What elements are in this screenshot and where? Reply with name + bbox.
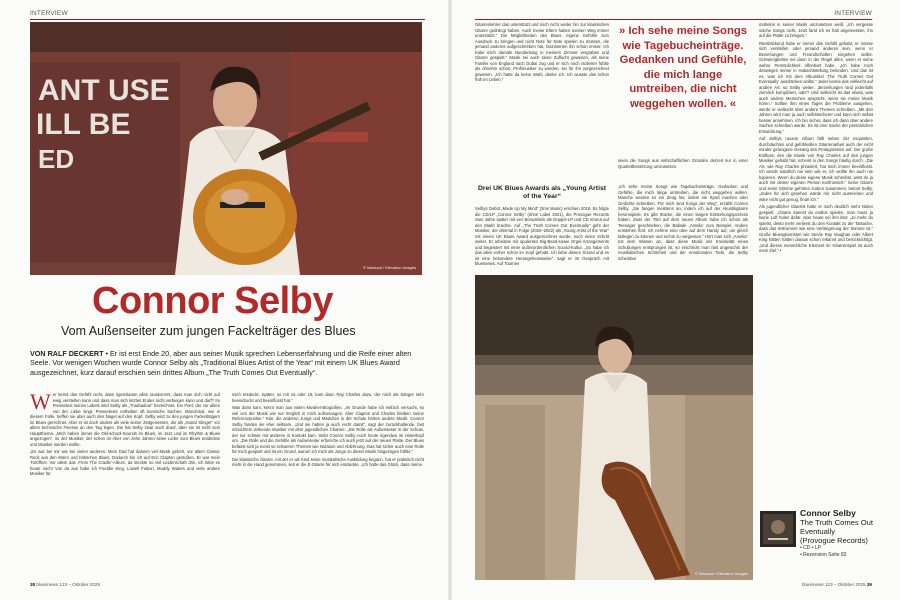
article-subtitle: Vom Außenseiter zum jungen Fackelträger des Blues — [61, 324, 356, 338]
guitarist-photo-illustration — [30, 22, 422, 275]
drop-cap: W — [30, 392, 51, 414]
text-column-1-bottom: Selbys Debüt „Made Up My Mind“ (3ms Music) erschien 2018. Es folgte die CD/LP „Connor Selby“ (ohne Label 2021), die Provogue Records zwei Jahre später mit vier Bonustiteln als Doppel-LP und CD erneut auf den Markt brachte. Auf „The Truth Comes Out Eventually“ geht der Musiker, der dreimal in Folge (2020–2022) als „Young Artist of the Year“ mit einem UK Blues Award ausgezeichnet wurde, noch einen Schritt weiter. Er arbeitete mit opulenten Big-Band-sowie Orgel-Arrangements und begeistert mit einer außerordentlichen Sound-Kultur. „So habe ich das alles vorher schon im Kopf gehabt. Ich liebe diesen Sound und es ist eine besondere Herangehensweise“, sagt er im Gespräch mit bluesnews. Auf Tournee — [475, 206, 609, 266]
section-subhead: Drei UK Blues Awards als „Young Artist of the Year“ — [477, 185, 607, 200]
article-title: Connor Selby — [92, 280, 334, 322]
byline: VON RALF DECKERT — [30, 349, 104, 358]
paragraph: mühelos in seiner Musik umzusetzen weiß. „Ich vergesse solche Songs nicht. Jetzt fand ich es halt angemessen, ihn auf die Platte zu bringen.“ — [759, 22, 873, 38]
page-number: 38 — [30, 582, 36, 587]
page-footer — [30, 582, 100, 587]
magazine-issue: bluesnews 123 – Oktober 2025 — [802, 582, 866, 587]
page-footer — [802, 582, 872, 587]
section-label: INTERVIEW — [30, 10, 68, 17]
text-column-1-top: Gitarrenlehrer das unterstützt und mich nicht weiter hin zur klassischen Gitarre gedrängt haben. Auch meine Eltern haben meinen Weg immer unterstützt.“ Die Möglichkeiten des Blues, eigene Gefühle zum Ausdruck zu bringen und nicht Note für Note spielen zu müssen, die jemand anderes aufgeschrieben hat, faszinierten ihn schon immer. Ich habe mich damals stundenlang in meinem Zimmer vergraben und Gitarre gespielt.“ Musik sei auch seine Zuflucht gewesen, als seine Familie von England nach Dubai zog und er sich noch isolierter fühlte als ohnehin schon. Profimusiker zu werden, sei für ihn vorgezeichnet gewesen. „Ich hatte da keine Wahl, denke ich. Ich wusste das schon früh im Leben.“ — [475, 22, 609, 82]
second-photo — [475, 275, 753, 580]
album-info — [800, 509, 876, 559]
album-artist: Connor Selby — [800, 508, 856, 518]
paragraph: „Es war bei mir wie bei vielen anderen. Mein Dad hat daheim viel Musik gehört, vor allem Classic Rock aus den 60ern und britischen Blues. Dadurch bin ich auf Eric Clapton gestoßen. Er war mein Türöffner. Vor allem das ‚From The Cradle‘-Album, da steckte so viel Leidenschaft drin, ich liebe es heute noch! Von da aus habe ich Freddie King, Lowell Fulson, Muddy Waters und viele andere Musiker für — [30, 449, 220, 476]
album-review-ref: • Rezension Seite 82 — [800, 552, 847, 558]
section-label: INTERVIEW — [834, 10, 872, 17]
paragraph: mich entdeckt. Später, so mit 15 oder 16, kam dann Ray Charles dazu, der mich als Sänger sehr beeindruckt und beeinflusst hat.“ — [232, 392, 424, 403]
album-title: The Truth Comes Out Eventually — [800, 518, 874, 536]
page-number: 39 — [866, 582, 872, 587]
paragraph: er kennt das Gefühl nicht, dass irgendwann alles rauskommt; dass man sich nicht auf ewig verstellen kann und dass man sich letztes Endes nicht verbiegen kann und darf? Im Pressetext seines Labels wird Selby als „Troubadour“ bezeichnet. Ein Poet, der vor allem von der Liebe singt. Pressetexte enthalten oft komische Sachen. Manchmal, wie in diesem Falle, treffen sie aber auch den Nagel auf den Kopf. Selby wird zu den jungen Fackelträgern im Blues gerechnet. Aber er ist doch anders als viele seiner Zeitgenossen, die als „Guitar Slinger“ vor allem technische Finesse an den Tag legen. Die hat Selby zwar auch drauf, aber sie ist nicht sein Hauptthema. „Mich haben immer die Old-school-Sounds im Blues, im Jazz und im Rhythm & Blues angezogen“, so der Musiker, der schon im Alter von zehn Jahren seine Liebe zum Blues entdeckte und Musiker werden wollte. — [30, 392, 220, 447]
text-column-2-top: seien die Songs aus wirtschaftlichen Gründen derzeit nur in einer Quartettbesetzung umzusetzen. — [618, 158, 748, 169]
photo-credit: © Maxsoul / Elevation Images — [363, 265, 416, 270]
text-column-3 — [759, 22, 873, 582]
article-lead — [30, 349, 425, 377]
album-cover-icon — [760, 511, 796, 547]
hero-photo — [30, 22, 422, 275]
text-column-2-bottom: „Ich sehe meine Songs wie Tagebucheinträge. Gedanken und Gefühle, die mich lange umtreiben, die nicht weggehen wollen. Manche werden so ein Zeug los, indem sie Sport machen oder Gedichte schreiben. Für mich sind Songs der Weg“, erzählt Connor Selby. „Sie fangen meistens an, indem ich auf der Akustikgitarre herumspiele. Es gibt Stücke, die einen langen Entstehungsprozess haben. Zwei der Titel auf dem neuen Album habe ich schon als Teenager geschrieben, die Ballade ‚Amelia‘ zum Beispiel. Andere entstehen flott. Ich nehme eine Idee auf dem Handy auf, um gleich loslegen zu können und nichts zu vergessen.“ Hört man sich „Amelia“ mit dem Wissen an, dass diese Musik der Kreativität eines Schuljungen entsprungen ist, so erschrickt man fast angesichts der musikalischen Schönheit und der emotionalen Tiefe, die Selby scheinbar — [618, 184, 748, 261]
header-rule — [30, 19, 425, 20]
photo-credit: © Maxsoul / Elevation Images — [695, 571, 748, 576]
paragraph: Rückblickend habe er immer das Gefühl gehabt, er müsse sich verstellen oder jemand anderes sein, wenn er Beziehungen und Freundschaften eingehen wollte. Schwierigkeiten sei dann in der Regel alles, wenn er seine wahre Persönlichkeit offenbart habe. „Ich habe mich deswegen immer in Habachtstellung befunden. Und das ist es, was ich mit dem Albumtitel ‚The Truth Comes Out Eventually‘ ausdrücken wollte.“ Jeder kenne das vielleicht auf andere Art, so Selby weiter. „Beziehungen sind jedenfalls ziemlich kompliziert, oder? Und vielleicht ist das etwas, was auch andere Menschen anspricht, wenn sie meine Musik hören.“ Sollten ihm eines Tages die Probleme ausgehen, werde er vielleicht über andere Themen schreiben. „Mit den Jahren wird man ja auch selbstsicherer und kann sich selbst besser annehmen. Ich bin sicher, dass ich dann über andere Sachen schreiben werde. Es ist eine Sache der persönlichen Entwicklung.“ — [759, 40, 873, 134]
svg-text:ANT USE: ANT USE — [38, 74, 170, 107]
svg-text:ILL BE: ILL BE — [36, 108, 131, 141]
pull-quote: » Ich sehe meine Songs wie Tagebucheinträge. Gedanken und Gefühle, die mich lange umtreiben, die nicht weggehen wollen. « — [618, 25, 748, 110]
lead-text: • Er ist erst Ende 20, aber aus seiner Musik sprechen Lebenserfahrung und die Reife einer alten Seele. Vor wenigen Wochen wurde Connor Selby als „Traditional Blues Artist of the Year“ mit einem UK Blues Award ausgezeichnet, kurz darauf erschien sein drittes Album „The Truth Comes Out Eventually“. — [30, 349, 412, 377]
text-column-1 — [30, 392, 220, 580]
right-page — [450, 0, 900, 600]
svg-text:ED: ED — [38, 144, 75, 174]
magazine-issue: bluesnews 123 – Oktober 2025 — [36, 582, 100, 587]
album-format: • CD • LP — [800, 545, 822, 551]
paragraph: Als jugendlicher Gitarrist habe er noch deutlich mehr Noten gespielt. „Gitarre kannst du endlos spielen, man muss ja keine Luft holen dafür. Aber heute sei ihm klar: „Je mehr du spielst, desto mehr verlierst du den Kontakt zu der Tatsache, dass das Instrument wie eine Verlängerung der Stimme ist.“ Große Bluesgitarristen wie Stevie Ray Vaughan oder Albert King hätten hätten daraus schon erkannt und berücksichtigt. „Und dieses menschliche Element im Gitarrenspiel ist auch mein Ziel.“ • — [759, 204, 873, 253]
header-rule — [475, 19, 872, 20]
paragraph: Auf Selbys neuem Album fällt neben der exquisiten, durchdachten und gefühlvollen Gitarrenarbeit auch der nicht minder gelungene Gesang des Protagonisten auf. Der große Einfluss, den die Musik von Ray Charles auf den jungen Musiker gehabt hat, scheint in den Songs häufig durch. „Die Art, wie Ray Charles phrasiert, hat mich immer beeinflusst. Ich werde natürlich nie sein wie er, ich wollte ihn auch nie kopieren. Wenn du deine eigene Musik schreibst, wirst du ja auch mit deiner eigenen Person konfrontiert.“ Seine Gitarre und seine Stimme gehören zudem zusammen, betont Selby. „Jedes für sich gesehen würde mir nicht ausreichen und wäre nicht gut genug, finde ich.“ — [759, 136, 873, 202]
guitar-case-photo-illustration — [475, 275, 753, 580]
album-label: (Provogue Records) — [800, 536, 868, 545]
paragraph: Die klassische Gitarre, mit der er als Kind seine musikalische Ausbildung begann, hat er praktisch nicht mehr in die Hand genommen, seit er die E-Gitarre für sich entdeckte. „Ich hatte das Glück, dass meine — [232, 456, 424, 467]
paragraph: Was dann kam, kennt man aus vielen Musiker-Biografien. „Im Grunde habe ich einfach versucht, so viel von der Musik wie nur möglich in mich aufzusaugen. Aber Clapton und Charles bleiben meine Referenzpunkte.“ Klar, die anderen Jungs und Mädchen in der Schule hörten andere Musik. Connor Selby fanden sie eher seltsam. „Und sie hatten ja auch recht damit“, sagt der zurückhaltende, fast schüchtern wirkende Musiker mit dem jugendlichen Charme. „Die Rolle als Außenseiter in der Schule, der nur schwer mit anderen in Kontakt kam, treibt Connor Selby noch heute irgendwo im Hinterkopf um. „Die Rolle und die Gefühle als Außenseiter erforsche ich auch jetzt auf der neuen Platte. Der Blues befasst sich ja meist so schweren Themen wie Isolation und Ablehnung. Das hat sicher auch eine Rolle für mich gespielt und ist ein Grund, warum ich mich als Junge zu dieser Musik hingezogen fühlte.“ — [232, 405, 424, 454]
spread-gutter — [448, 0, 452, 600]
text-column-2 — [232, 392, 424, 580]
album-box — [760, 505, 876, 580]
